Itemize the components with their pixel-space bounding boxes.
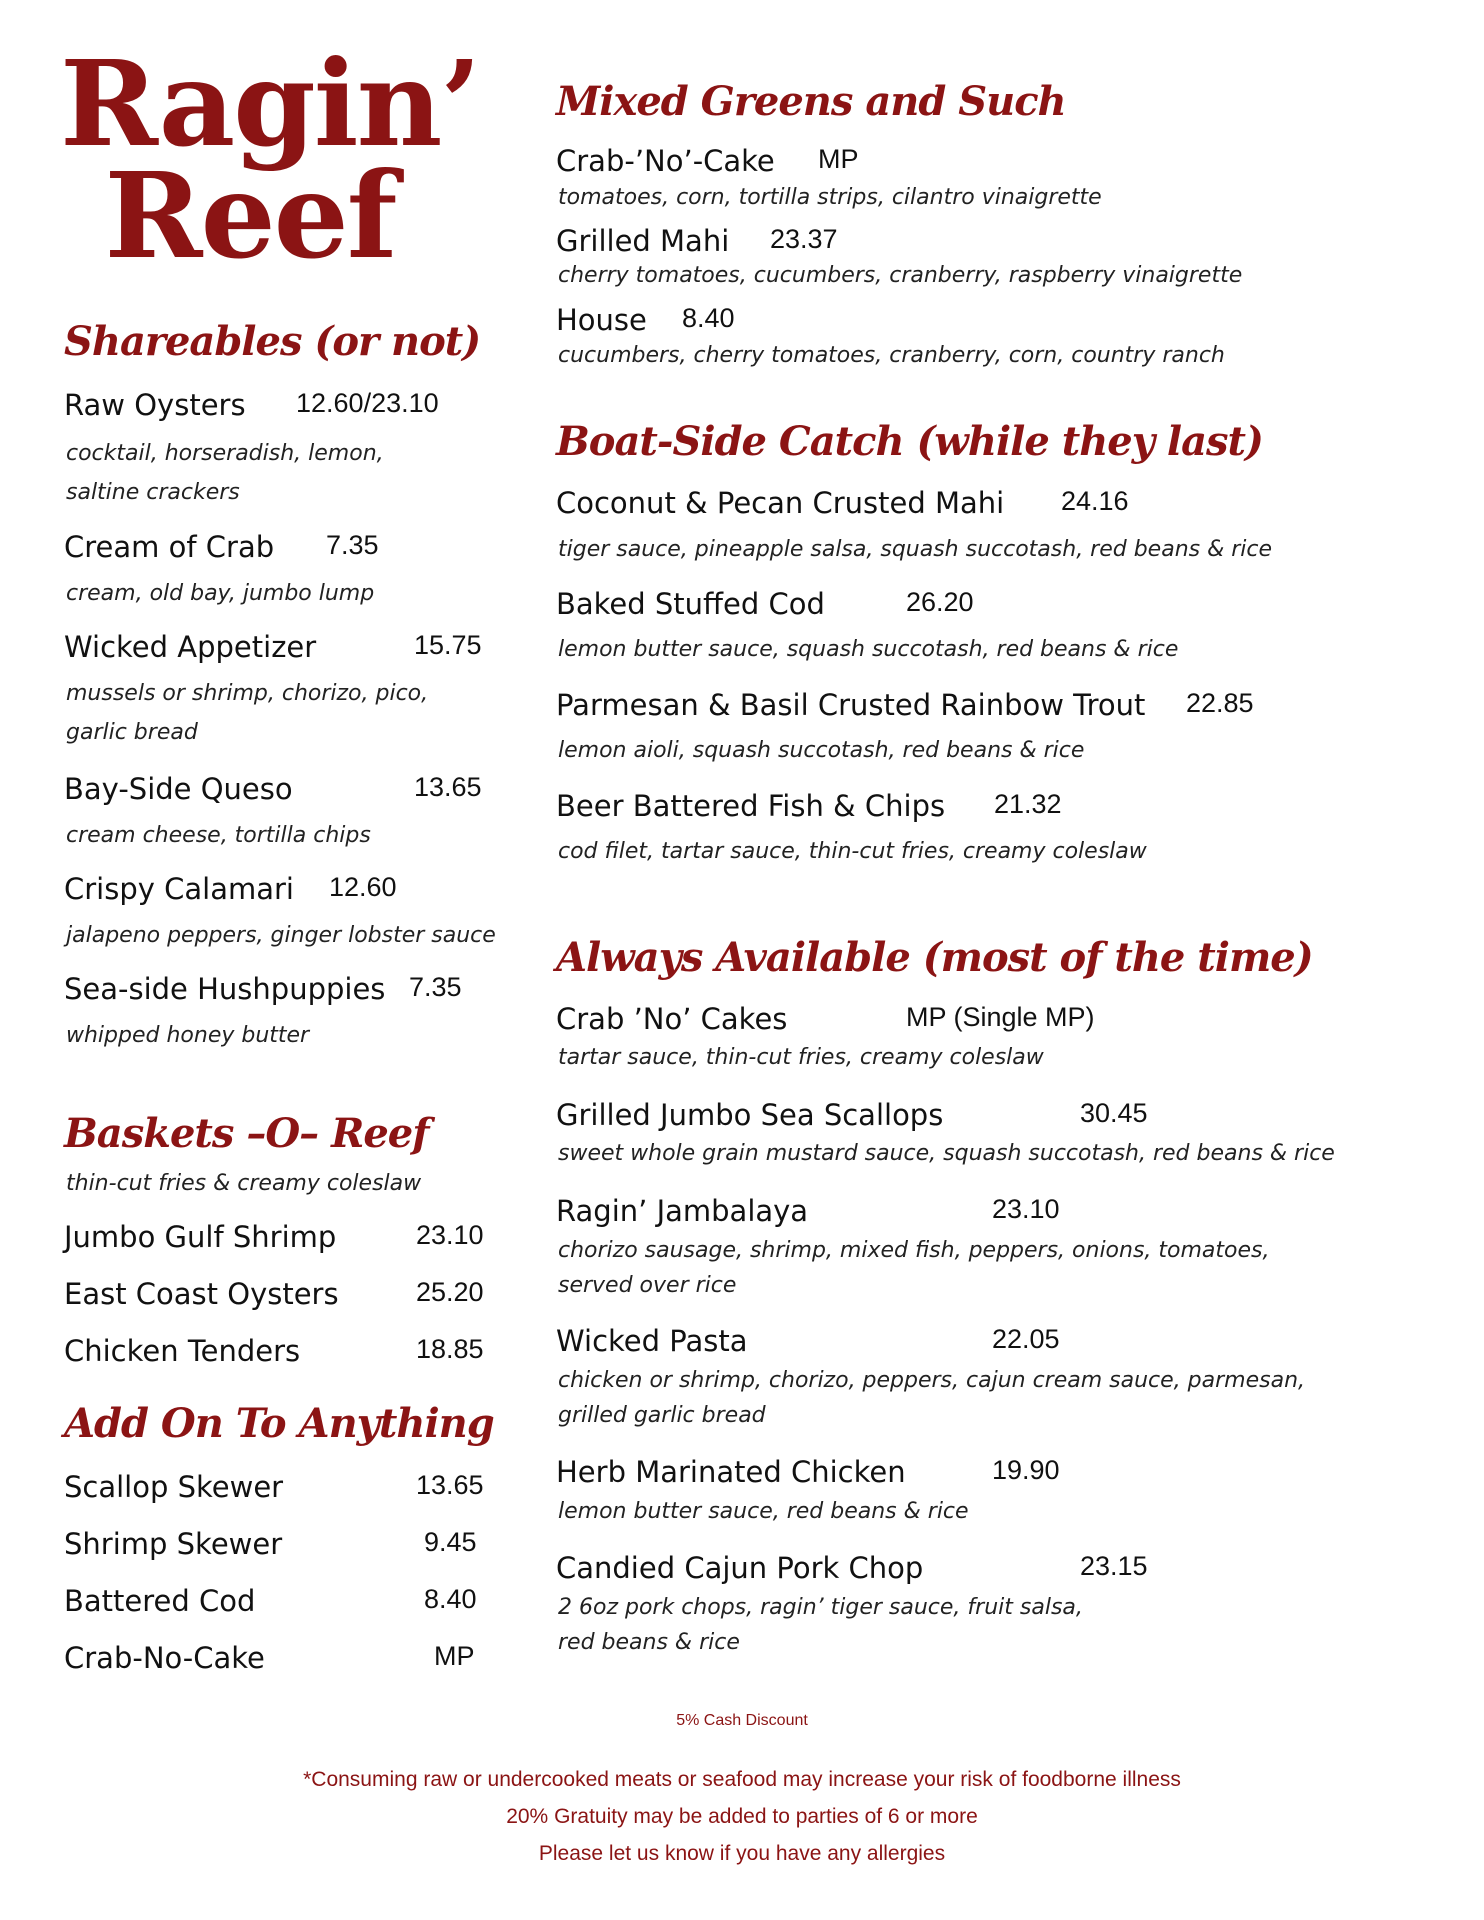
item-name: Scallop Skewer xyxy=(64,1470,284,1504)
item-name: Grilled Mahi xyxy=(556,224,730,258)
menu-item xyxy=(64,388,439,422)
item-price: MP (Single MP) xyxy=(906,1002,1095,1032)
item-description: lemon butter sauce, squash succotash, red beans & rice xyxy=(558,637,1179,662)
item-price: 12.60/23.10 xyxy=(296,388,439,418)
item-description: tartar sauce, thin-cut fries, creamy coleslaw xyxy=(558,1045,1044,1070)
section-subtitle-baskets: thin-cut fries & creamy coleslaw xyxy=(66,1171,422,1196)
item-price: 25.20 xyxy=(416,1277,484,1307)
item-price: 9.45 xyxy=(424,1527,477,1557)
logo-line-1: Ragin’ xyxy=(60,34,480,173)
item-price: MP xyxy=(818,144,859,174)
item-description: chorizo sausage, shrimp, mixed fish, peppers, onions, tomatoes, served over rice xyxy=(558,1238,1270,1298)
menu-item xyxy=(556,224,838,258)
section-title-addons: Add On To Anything xyxy=(64,1400,494,1447)
logo-line-2: Reef xyxy=(104,146,396,286)
menu-item xyxy=(64,1277,484,1311)
item-price: 15.75 xyxy=(414,630,482,660)
item-description: cherry tomatoes, cucumbers, cranberry, raspberry vinaigrette xyxy=(558,263,1243,288)
menu-item xyxy=(64,530,379,564)
section-title-always: Always Available (most of the time) xyxy=(556,934,1313,981)
item-name: Sea-side Hushpuppies xyxy=(64,972,386,1006)
item-price: 8.40 xyxy=(424,1584,477,1614)
item-description: sweet whole grain mustard sauce, squash succotash, red beans & rice xyxy=(558,1141,1335,1166)
item-description: tiger sauce, pineapple salsa, squash succotash, red beans & rice xyxy=(558,537,1273,562)
item-description: cream cheese, tortilla chips xyxy=(66,823,371,848)
item-description: cocktail, horseradish, lemon, saltine crackers xyxy=(66,441,384,505)
item-name: Beer Battered Fish & Chips xyxy=(556,789,946,823)
item-price: 23.37 xyxy=(770,224,838,254)
item-price: 23.10 xyxy=(416,1220,484,1250)
item-name: Crab-No-Cake xyxy=(64,1641,265,1675)
item-description: jalapeno peppers, ginger lobster sauce xyxy=(66,923,496,948)
item-price: 13.65 xyxy=(414,772,482,802)
item-description: cream, old bay, jumbo lump xyxy=(66,581,375,606)
menu-item xyxy=(64,1584,477,1618)
menu-item xyxy=(556,144,859,178)
item-name: Baked Stuffed Cod xyxy=(556,587,825,621)
menu-item xyxy=(556,789,1062,823)
menu-item xyxy=(64,630,482,664)
section-title-shareables: Shareables (or not) xyxy=(64,318,481,365)
item-price: 30.45 xyxy=(1080,1098,1148,1128)
item-name: Grilled Jumbo Sea Scallops xyxy=(556,1098,944,1132)
menu-item xyxy=(556,486,1129,520)
item-description: cucumbers, cherry tomatoes, cranberry, corn, country ranch xyxy=(558,343,1225,368)
item-price: 7.35 xyxy=(326,530,379,560)
item-description: whipped honey butter xyxy=(66,1023,310,1048)
gratuity-notice: 20% Gratuity may be added to parties of 6 or more xyxy=(506,1805,978,1828)
section-title-catch: Boat-Side Catch (while they last) xyxy=(556,418,1263,465)
item-price: 19.90 xyxy=(992,1455,1060,1485)
item-price: 13.65 xyxy=(416,1470,484,1500)
item-price: 26.20 xyxy=(906,587,974,617)
item-name: Wicked Appetizer xyxy=(64,630,317,664)
menu-item xyxy=(64,1641,475,1675)
item-description: cod filet, tartar sauce, thin-cut fries, creamy coleslaw xyxy=(558,839,1147,864)
menu-item xyxy=(64,1527,477,1561)
menu-item xyxy=(556,1324,1060,1358)
menu-item xyxy=(64,972,462,1006)
restaurant-logo xyxy=(60,34,480,286)
item-name: Crispy Calamari xyxy=(64,872,294,906)
item-description: 2 6oz pork chops, ragin’ tiger sauce, fruit salsa, red beans & rice xyxy=(558,1595,1083,1655)
section-title-greens: Mixed Greens and Such xyxy=(556,78,1066,125)
menu-item xyxy=(64,872,397,906)
item-name: Herb Marinated Chicken xyxy=(556,1455,906,1489)
item-price: 22.85 xyxy=(1186,688,1254,718)
menu-item xyxy=(64,1220,484,1254)
item-name: Chicken Tenders xyxy=(64,1334,301,1368)
menu-item xyxy=(64,1334,484,1368)
menu-item xyxy=(556,1098,1148,1132)
item-price: 7.35 xyxy=(409,972,462,1002)
item-price: 24.16 xyxy=(1061,486,1129,516)
menu-item xyxy=(556,303,735,337)
item-price: 23.15 xyxy=(1080,1551,1148,1581)
menu-item xyxy=(64,772,482,806)
allergy-notice: Please let us know if you have any allergies xyxy=(538,1842,946,1865)
item-description: lemon aioli, squash succotash, red beans & rice xyxy=(558,738,1085,763)
menu-item xyxy=(556,688,1254,722)
menu-item xyxy=(556,587,974,621)
item-price: 12.60 xyxy=(329,872,397,902)
item-price: 21.32 xyxy=(994,789,1062,819)
item-description: mussels or shrimp, chorizo, pico, garlic bread xyxy=(66,681,429,745)
item-name: Wicked Pasta xyxy=(556,1324,748,1358)
item-price: 18.85 xyxy=(416,1334,484,1364)
item-name: Jumbo Gulf Shrimp xyxy=(64,1220,337,1254)
item-name: Shrimp Skewer xyxy=(64,1527,283,1561)
item-name: Crab ’No’ Cakes xyxy=(556,1002,788,1036)
item-price: 23.10 xyxy=(992,1194,1060,1224)
item-name: Raw Oysters xyxy=(64,388,246,422)
item-description: chicken or shrimp, chorizo, peppers, cajun cream sauce, parmesan, grilled garlic bread xyxy=(558,1368,1306,1428)
menu-item xyxy=(556,1194,1060,1228)
item-name: East Coast Oysters xyxy=(64,1277,339,1311)
menu-item xyxy=(64,1470,484,1504)
item-price: 22.05 xyxy=(992,1324,1060,1354)
item-price: 8.40 xyxy=(682,303,735,333)
menu-item xyxy=(556,1002,1095,1036)
item-name: Coconut & Pecan Crusted Mahi xyxy=(556,486,1005,520)
cash-discount-notice: 5% Cash Discount xyxy=(676,1712,808,1729)
item-name: Cream of Crab xyxy=(64,530,275,564)
menu-item xyxy=(556,1455,1060,1489)
item-name: Crab-’No’-Cake xyxy=(556,144,775,178)
item-description: tomatoes, corn, tortilla strips, cilantro vinaigrette xyxy=(558,185,1102,210)
item-description: lemon butter sauce, red beans & rice xyxy=(558,1499,969,1524)
item-name: Candied Cajun Pork Chop xyxy=(556,1551,924,1585)
item-price: MP xyxy=(434,1641,475,1671)
menu-item xyxy=(556,1551,1148,1585)
raw-food-warning: *Consuming raw or undercooked meats or seafood may increase your risk of foodborne illness xyxy=(303,1768,1181,1791)
section-title-baskets: Baskets –O– Reef xyxy=(64,1110,429,1157)
item-name: Parmesan & Basil Crusted Rainbow Trout xyxy=(556,688,1146,722)
item-name: Ragin’ Jambalaya xyxy=(556,1194,809,1228)
item-name: Battered Cod xyxy=(64,1584,256,1618)
item-name: Bay-Side Queso xyxy=(64,772,293,806)
item-name: House xyxy=(556,303,647,337)
